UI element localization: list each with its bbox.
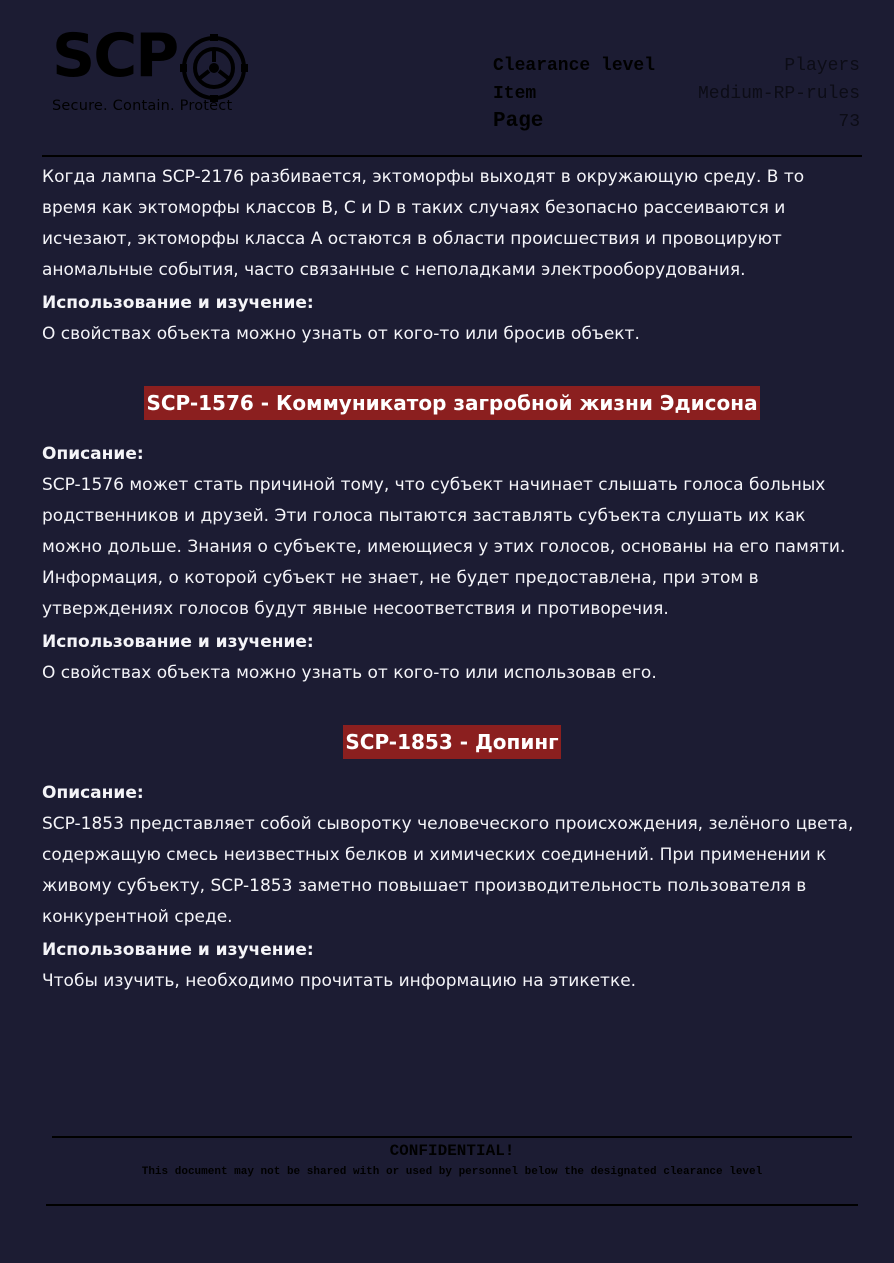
section-desc-label: Описание:: [42, 783, 144, 803]
section-title-scp-1853: SCP-1853 - Допинг: [343, 725, 560, 759]
section-description: SCP-1853 представляет собой сыворотку человеческого происхождения, зелёного цвета, содержащую смесь неизвестных белков и химических соединений. При применении к живому субъекту, SCP-1853 заметно повышает производительность пользователя в конкурентной среде.: [42, 814, 854, 927]
logo-tagline: Secure. Contain. Protect: [52, 98, 233, 114]
intro-usage-text: О свойствах объекта можно узнать от кого-то или бросив объект.: [42, 324, 640, 344]
footer-divider-bottom: [46, 1204, 858, 1206]
confidential-footer: [52, 1137, 852, 1178]
meta-row-clearance: Clearance level Players: [493, 56, 860, 76]
section-desc-label: Описание:: [42, 444, 144, 464]
document-body: [42, 162, 862, 997]
scp-emblem-icon: [178, 32, 250, 104]
intro-usage-label: Использование и изучение:: [42, 293, 314, 313]
confidential-label: CONFIDENTIAL!: [389, 1142, 515, 1160]
confidential-note: This document may not be shared with or used by personnel below the designated clearance level: [141, 1166, 763, 1178]
section-description: SCP-1576 может стать причиной тому, что субъект начинает слышать голоса больных родственников и друзей. Эти голоса пытаются заставлять субъекта слушать их как можно дольше. Знания о субъекте, имеющиеся у этих голосов, основаны на его памяти. Информация, о которой субъект не знает, не будет предоставлена, при этом в утверждениях голосов будут явные несоответствия и противоречия.: [42, 475, 846, 619]
section-usage-text: О свойствах объекта можно узнать от кого-то или использовав его.: [42, 663, 657, 683]
meta-row-item: Item Medium-RP-rules: [493, 84, 860, 104]
section-title-scp-1576: SCP-1576 - Коммуникатор загробной жизни Эдисона: [144, 386, 759, 420]
section-usage-text: Чтобы изучить, необходимо прочитать информацию на этикетке.: [42, 971, 637, 991]
intro-description: Когда лампа SCP-2176 разбивается, эктоморфы выходят в окружающую среду. В то время как эктоморфы классов B, C и D в таких случаях безопасно рассеиваются и исчезают, эктоморфы класса А остаются в области происшествия и провоцируют аномальные события, часто связанные с неполадками электрооборудования.: [42, 167, 805, 280]
section-usage-label: Использование и изучение:: [42, 940, 314, 960]
header-divider: [42, 155, 862, 157]
meta-row-page: Page 73: [493, 110, 860, 133]
scp-logo: [50, 21, 255, 122]
document-meta: [493, 52, 860, 136]
logo-text: SCP: [52, 21, 178, 91]
section-usage-label: Использование и изучение:: [42, 632, 314, 652]
